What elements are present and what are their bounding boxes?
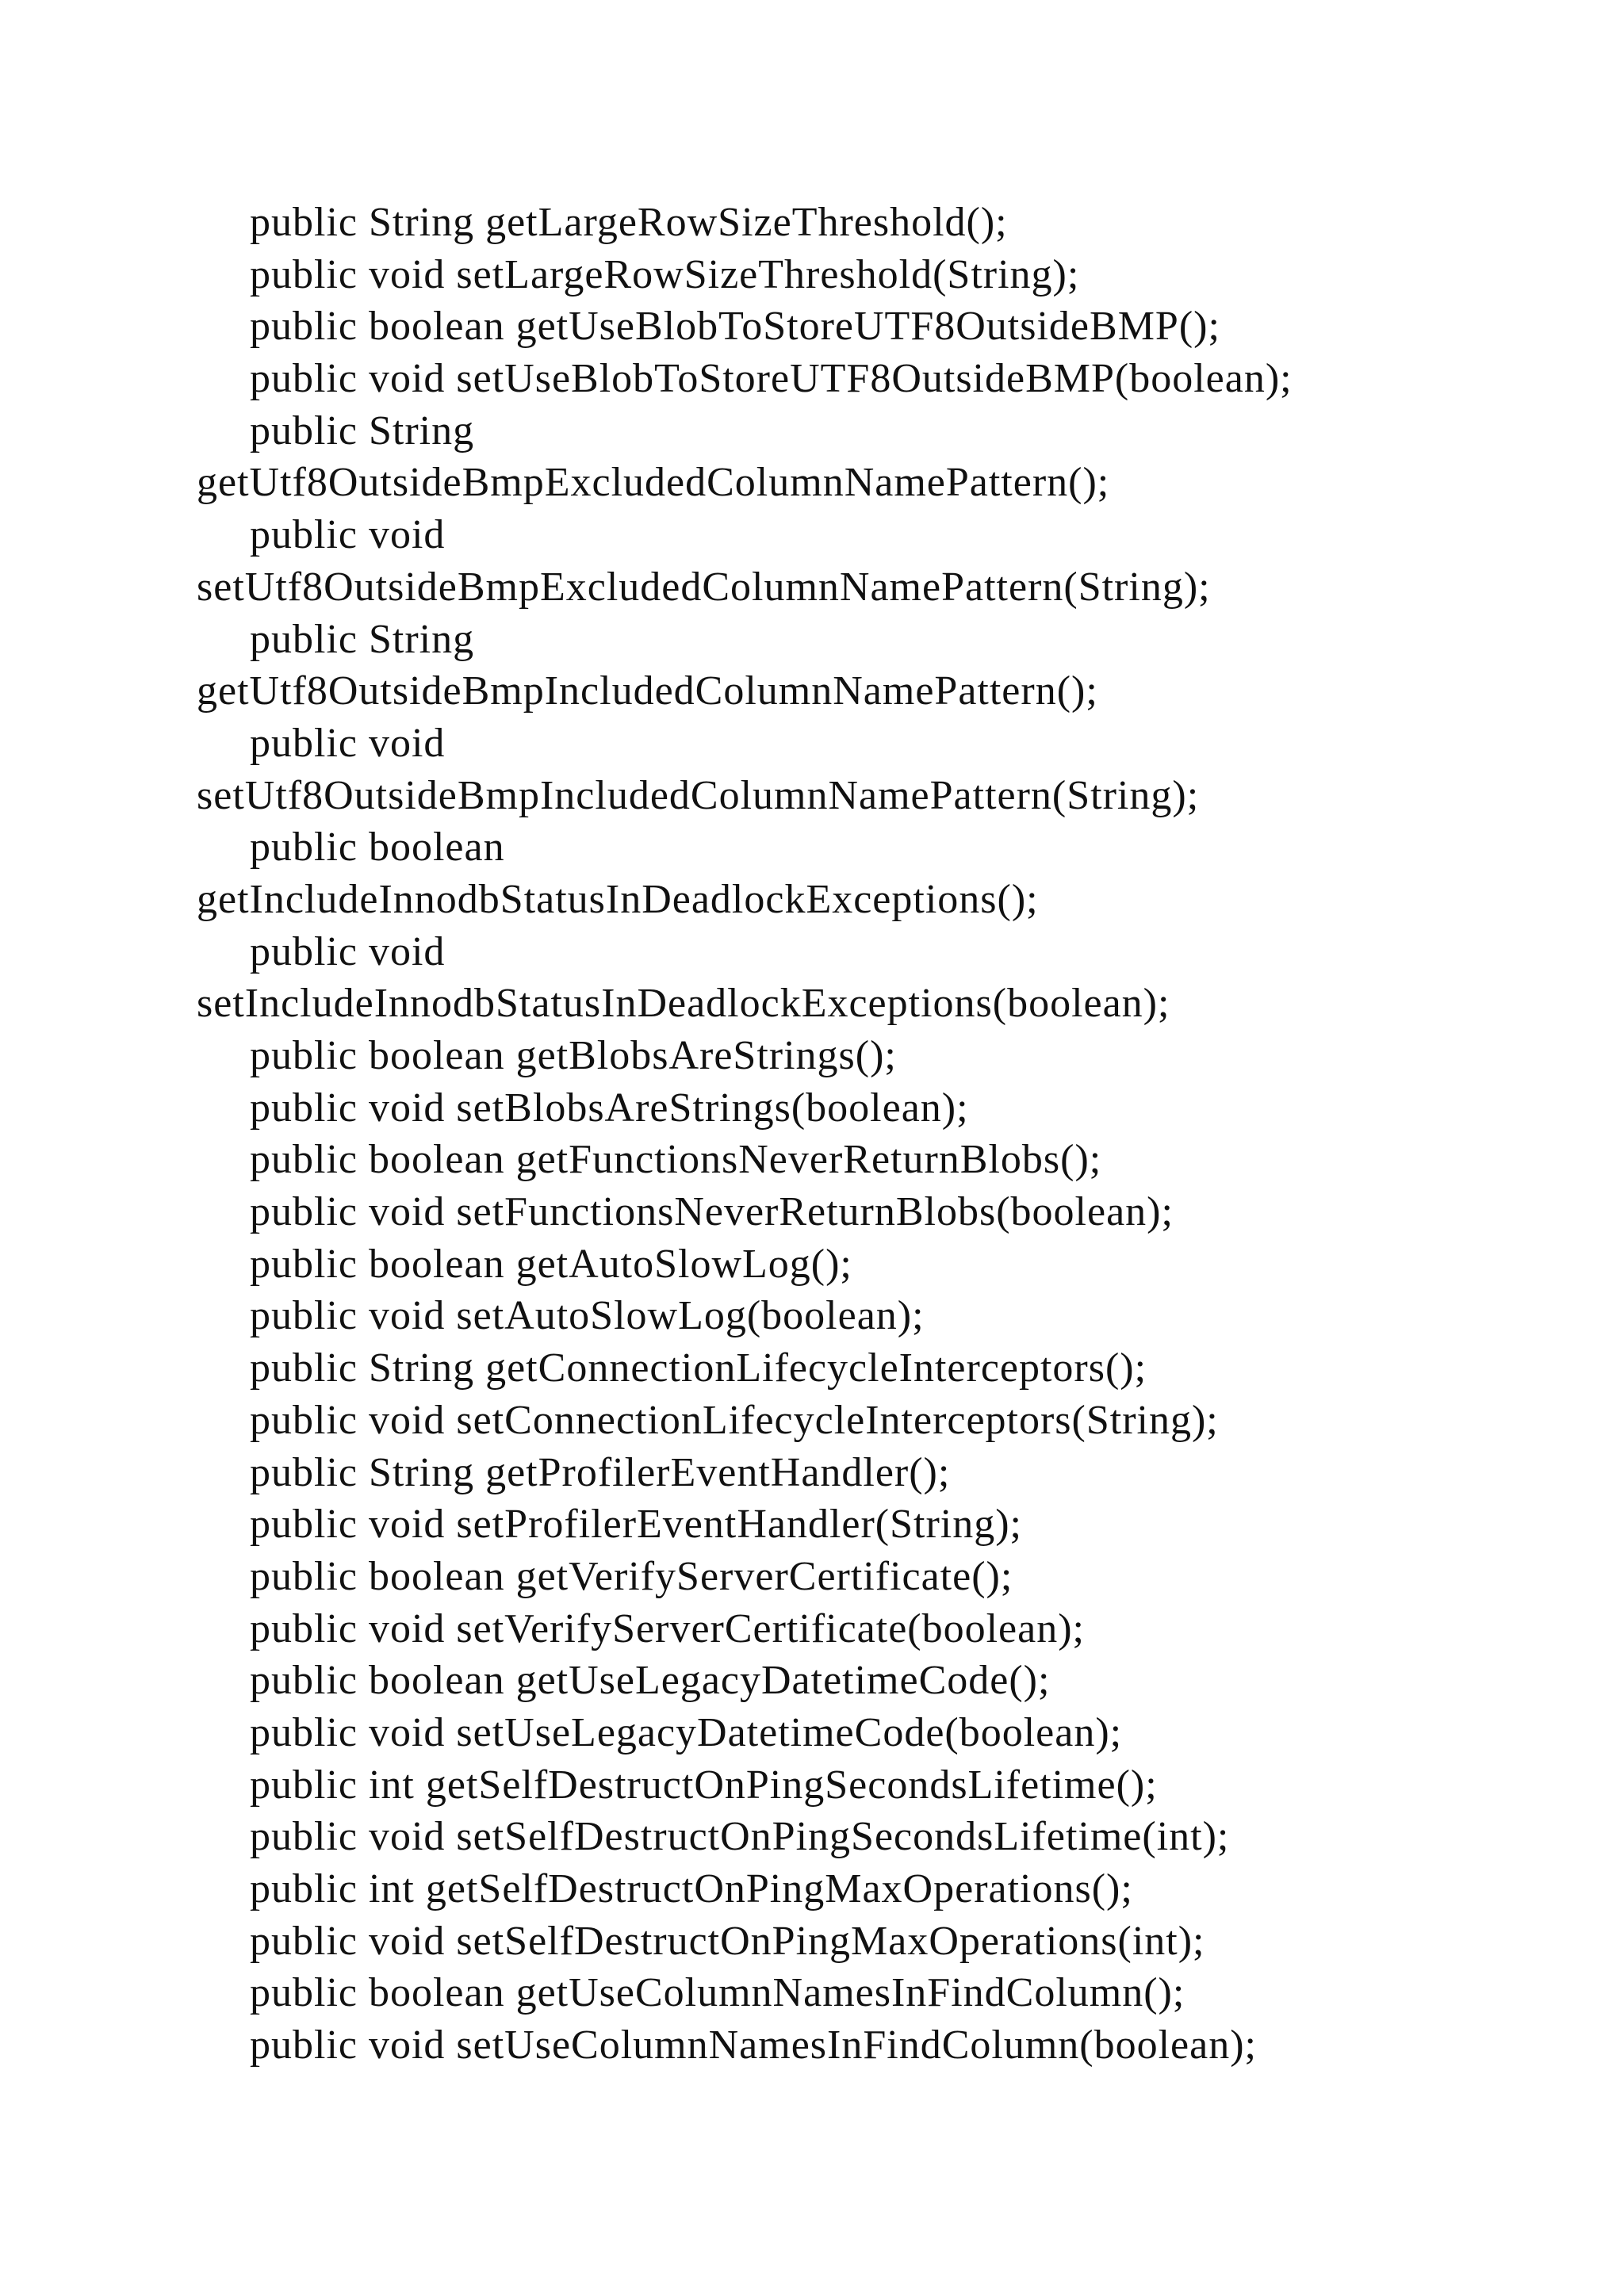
code-line: public void: [250, 928, 446, 974]
code-line: public void setVerifyServerCertificate(boolean);: [250, 1605, 1085, 1651]
code-line: public boolean getUseColumnNamesInFindColumn();: [250, 1970, 1185, 2016]
code-line: public boolean getUseLegacyDatetimeCode();: [250, 1658, 1051, 1704]
code-line: setUtf8OutsideBmpExcludedColumnNamePattern(String);: [197, 564, 1211, 610]
code-line: public void setSelfDestructOnPingMaxOperations(int);: [250, 1918, 1205, 1964]
code-line: public String: [250, 616, 475, 662]
code-line: public String getLargeRowSizeThreshold();: [250, 200, 1008, 245]
code-line: public void setProfilerEventHandler(String);: [250, 1502, 1023, 1548]
code-line: public boolean getBlobsAreStrings();: [250, 1033, 897, 1078]
code-line: public void setAutoSlowLog(boolean);: [250, 1293, 925, 1339]
code-line: public void: [250, 512, 446, 558]
code-line: public void setUseBlobToStoreUTF8OutsideBMP(boolean);: [250, 356, 1293, 402]
code-line: public String: [250, 408, 475, 453]
code-line: public void: [250, 720, 446, 766]
code-line: public String getConnectionLifecycleInterceptors();: [250, 1345, 1147, 1391]
code-line: public void setSelfDestructOnPingSecondsLifetime(int);: [250, 1814, 1230, 1860]
code-line: public void setFunctionsNeverReturnBlobs(boolean);: [250, 1189, 1174, 1235]
code-line: public void setConnectionLifecycleInterceptors(String);: [250, 1397, 1219, 1443]
code-line: public int getSelfDestructOnPingMaxOperations();: [250, 1866, 1133, 1911]
code-line: public boolean getVerifyServerCertificate();: [250, 1553, 1013, 1599]
code-line: public boolean: [250, 825, 505, 871]
code-line: getUtf8OutsideBmpIncludedColumnNamePattern();: [197, 668, 1098, 714]
code-line: getUtf8OutsideBmpExcludedColumnNamePattern();: [197, 460, 1110, 506]
code-line: public boolean getUseBlobToStoreUTF8OutsideBMP();: [250, 304, 1220, 350]
code-listing: [197, 197, 1434, 2072]
code-line: public void setBlobsAreStrings(boolean);: [250, 1085, 969, 1131]
code-line: public String getProfilerEventHandler();: [250, 1449, 951, 1495]
code-line: setUtf8OutsideBmpIncludedColumnNamePattern(String);: [197, 772, 1200, 818]
code-line: public void setLargeRowSizeThreshold(String);: [250, 251, 1080, 297]
code-line: getIncludeInnodbStatusInDeadlockExceptions();: [197, 876, 1039, 922]
code-line: public int getSelfDestructOnPingSecondsLifetime();: [250, 1762, 1158, 1808]
code-line: public void setUseLegacyDatetimeCode(boolean);: [250, 1709, 1123, 1755]
code-line: public void setUseColumnNamesInFindColumn(boolean);: [250, 2022, 1257, 2068]
code-line: setIncludeInnodbStatusInDeadlockExceptions(boolean);: [197, 981, 1170, 1027]
code-line: public boolean getFunctionsNeverReturnBlobs();: [250, 1137, 1102, 1183]
code-line: public boolean getAutoSlowLog();: [250, 1241, 852, 1287]
